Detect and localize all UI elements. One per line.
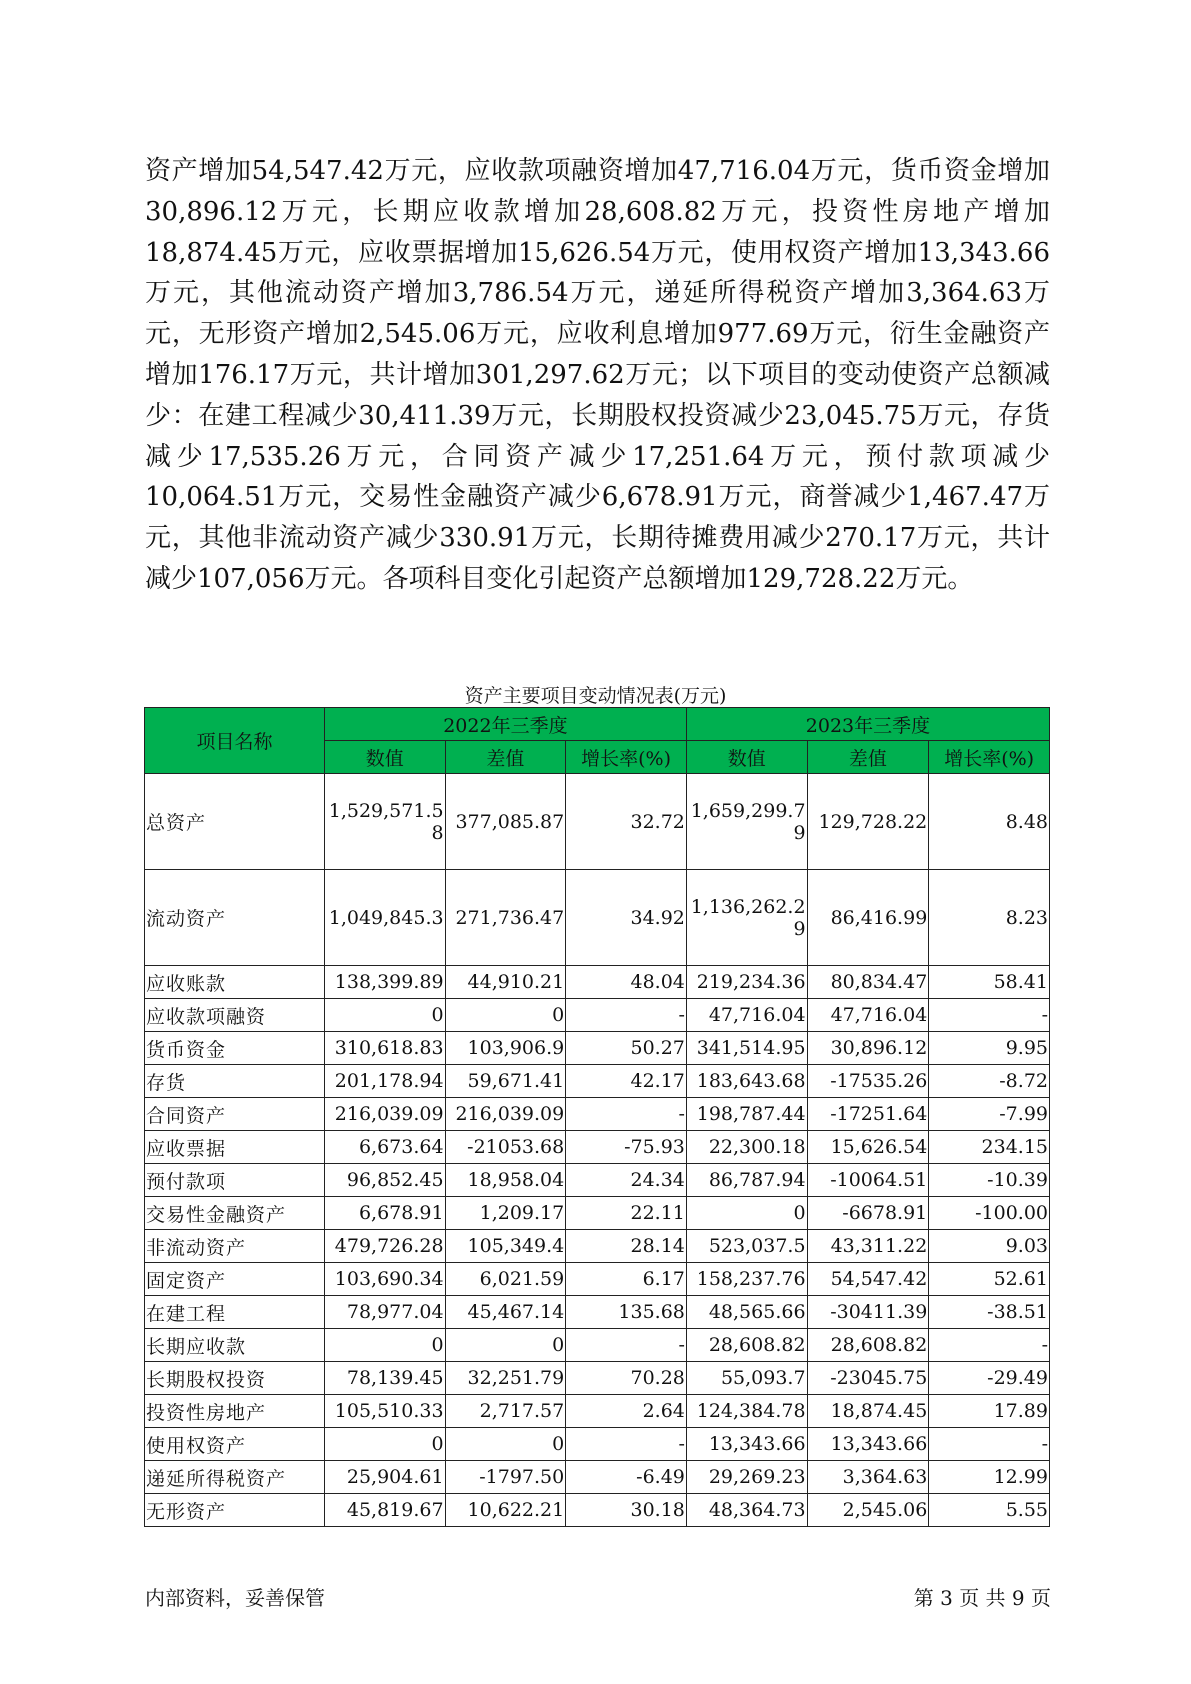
rate-2022: 42.17 [566, 1065, 687, 1098]
table-row [145, 1263, 1050, 1296]
rate-2023: - [929, 1329, 1050, 1362]
rate-2023: 12.99 [929, 1461, 1050, 1494]
diff-2022: 216,039.09 [445, 1098, 566, 1131]
rate-2023: 8.48 [929, 774, 1050, 870]
value-2023: 47,716.04 [686, 999, 807, 1032]
row-name: 长期股权投资 [145, 1362, 325, 1395]
table-row [145, 1032, 1050, 1065]
asset-change-table [144, 707, 1050, 1527]
diff-2022: 0 [445, 1428, 566, 1461]
value-2022: 0 [324, 1329, 445, 1362]
rate-2023: -7.99 [929, 1098, 1050, 1131]
rate-2022: - [566, 1428, 687, 1461]
table-row [145, 1197, 1050, 1230]
value-2023: 198,787.44 [686, 1098, 807, 1131]
diff-2023: 28,608.82 [807, 1329, 929, 1362]
body-paragraph: 资产增加54,547.42万元，应收款项融资增加47,716.04万元，货币资金增加30,896.12万元，长期应收款增加28,608.82万元，投资性房地产增加18,874.45万元，应收票据增加15,626.54万元，使用权资产增加13,343.66万元，其他流动资产增加3,786.54万元，递延所得税资产增加3,364.63万元，无形资产增加2,545.06万元，应收利息增加977.69万元，衍生金融资产增加176.17万元，共计增加301,297.62万元；以下项目的变动使资产总额减少：在建工程减少30,411.39万元，长期股权投资减少23,045.75万元，存货减少17,535.26万元，合同资产减少17,251.64万元，预付款项减少10,064.51万元，交易性金融资产减少6,678.91万元，商誉减少1,467.47万元，其他非流动资产减少330.91万元，长期待摊费用减少270.17万元，共计减少107,056万元。各项科目变化引起资产总额增加129,728.22万元。 [145, 156, 1050, 594]
header-period-2023: 2023年三季度 [686, 708, 1049, 741]
value-2023: 1,136,262.29 [690, 895, 806, 940]
diff-2022: -21053.68 [445, 1131, 566, 1164]
diff-2022: 18,958.04 [445, 1164, 566, 1197]
diff-2022: 377,085.87 [445, 774, 566, 870]
diff-2023: 13,343.66 [807, 1428, 929, 1461]
value-2023: 158,237.76 [686, 1263, 807, 1296]
value-2022: 25,904.61 [324, 1461, 445, 1494]
rate-2023: -10.39 [929, 1164, 1050, 1197]
table-row [145, 1098, 1050, 1131]
diff-2023: 86,416.99 [807, 870, 929, 966]
diff-2023: 2,545.06 [807, 1494, 929, 1527]
header-diff-2023: 差值 [807, 741, 929, 774]
rate-2022: -6.49 [566, 1461, 687, 1494]
row-name: 递延所得税资产 [145, 1461, 325, 1494]
value-2023: 29,269.23 [686, 1461, 807, 1494]
table-row [145, 1164, 1050, 1197]
table-row [145, 774, 1050, 870]
value-2023: 22,300.18 [686, 1131, 807, 1164]
diff-2022: 105,349.4 [445, 1230, 566, 1263]
rate-2022: 6.17 [566, 1263, 687, 1296]
diff-2023: -17251.64 [807, 1098, 929, 1131]
rate-2022: 24.34 [566, 1164, 687, 1197]
rate-2023: 52.61 [929, 1263, 1050, 1296]
value-2023: 0 [686, 1197, 807, 1230]
value-2023: 48,565.66 [686, 1296, 807, 1329]
value-2023: 13,343.66 [686, 1428, 807, 1461]
rate-2022: 30.18 [566, 1494, 687, 1527]
value-2023: 183,643.68 [686, 1065, 807, 1098]
row-name: 在建工程 [145, 1296, 325, 1329]
value-2023: 1,659,299.79 [690, 799, 806, 844]
rate-2022: 28.14 [566, 1230, 687, 1263]
rate-2022: 32.72 [566, 774, 687, 870]
table-row [145, 1131, 1050, 1164]
value-2022: 45,819.67 [324, 1494, 445, 1527]
header-rate-2023: 增长率(%) [929, 741, 1050, 774]
rate-2023: 5.55 [929, 1494, 1050, 1527]
table-row [145, 966, 1050, 999]
row-name: 预付款项 [145, 1164, 325, 1197]
diff-2023: 54,547.42 [807, 1263, 929, 1296]
rate-2023: -8.72 [929, 1065, 1050, 1098]
diff-2022: 59,671.41 [445, 1065, 566, 1098]
rate-2023: - [929, 1428, 1050, 1461]
value-2022: 6,678.91 [324, 1197, 445, 1230]
row-name: 存货 [145, 1065, 325, 1098]
table-row [145, 1065, 1050, 1098]
value-2023: 48,364.73 [686, 1494, 807, 1527]
rate-2022: 34.92 [566, 870, 687, 966]
row-name: 应收票据 [145, 1131, 325, 1164]
value-2023: 124,384.78 [686, 1395, 807, 1428]
value-2022: 310,618.83 [324, 1032, 445, 1065]
rate-2023: 9.03 [929, 1230, 1050, 1263]
table-caption: 资产主要项目变动情况表(万元) [464, 685, 727, 707]
table-row [145, 870, 1050, 966]
row-name: 货币资金 [145, 1032, 325, 1065]
rate-2022: 70.28 [566, 1362, 687, 1395]
table-row [145, 1461, 1050, 1494]
diff-2023: 129,728.22 [807, 774, 929, 870]
rate-2022: 48.04 [566, 966, 687, 999]
header-value-2023: 数值 [686, 741, 807, 774]
value-2022: 0 [324, 1428, 445, 1461]
value-2022: 105,510.33 [324, 1395, 445, 1428]
row-name: 交易性金融资产 [145, 1197, 325, 1230]
rate-2022: 50.27 [566, 1032, 687, 1065]
rate-2023: - [929, 999, 1050, 1032]
rate-2023: -38.51 [929, 1296, 1050, 1329]
rate-2023: 8.23 [929, 870, 1050, 966]
value-2023: 523,037.5 [686, 1230, 807, 1263]
diff-2023: 43,311.22 [807, 1230, 929, 1263]
diff-2022: 2,717.57 [445, 1395, 566, 1428]
footer-confidential-note: 内部资料，妥善保管 [145, 1586, 325, 1610]
diff-2022: 32,251.79 [445, 1362, 566, 1395]
table-row [145, 1428, 1050, 1461]
row-name: 投资性房地产 [145, 1395, 325, 1428]
rate-2022: - [566, 1329, 687, 1362]
table-row [145, 1230, 1050, 1263]
row-name: 无形资产 [145, 1494, 325, 1527]
diff-2023: -30411.39 [807, 1296, 929, 1329]
table-row [145, 1395, 1050, 1428]
value-2022: 78,977.04 [324, 1296, 445, 1329]
diff-2022: 0 [445, 999, 566, 1032]
value-2022: 96,852.45 [324, 1164, 445, 1197]
row-name: 固定资产 [145, 1263, 325, 1296]
page-number: 第 3 页 共 9 页 [913, 1586, 1051, 1610]
diff-2023: -6678.91 [807, 1197, 929, 1230]
diff-2022: 45,467.14 [445, 1296, 566, 1329]
table-row [145, 999, 1050, 1032]
row-name: 合同资产 [145, 1098, 325, 1131]
diff-2023: 80,834.47 [807, 966, 929, 999]
rate-2023: 58.41 [929, 966, 1050, 999]
rate-2022: - [566, 1098, 687, 1131]
row-name: 非流动资产 [145, 1230, 325, 1263]
table-row [145, 1362, 1050, 1395]
table-row [145, 1296, 1050, 1329]
header-item-name: 项目名称 [145, 708, 325, 774]
value-2022: 1,529,571.58 [328, 799, 444, 844]
header-rate-2022: 增长率(%) [566, 741, 687, 774]
diff-2023: -10064.51 [807, 1164, 929, 1197]
diff-2022: 6,021.59 [445, 1263, 566, 1296]
table-row [145, 1494, 1050, 1527]
row-name: 应收款项融资 [145, 999, 325, 1032]
value-2023: 86,787.94 [686, 1164, 807, 1197]
header-period-2022: 2022年三季度 [324, 708, 686, 741]
row-name: 总资产 [145, 774, 325, 870]
value-2022: 78,139.45 [324, 1362, 445, 1395]
rate-2023: -100.00 [929, 1197, 1050, 1230]
rate-2022: 2.64 [566, 1395, 687, 1428]
diff-2023: 18,874.45 [807, 1395, 929, 1428]
value-2023: 55,093.7 [686, 1362, 807, 1395]
rate-2022: - [566, 999, 687, 1032]
rate-2023: 9.95 [929, 1032, 1050, 1065]
value-2022: 201,178.94 [324, 1065, 445, 1098]
diff-2022: 1,209.17 [445, 1197, 566, 1230]
value-2022: 138,399.89 [324, 966, 445, 999]
row-name: 应收账款 [145, 966, 325, 999]
diff-2022: 271,736.47 [445, 870, 566, 966]
rate-2023: 17.89 [929, 1395, 1050, 1428]
row-name: 流动资产 [145, 870, 325, 966]
diff-2023: -23045.75 [807, 1362, 929, 1395]
diff-2022: 10,622.21 [445, 1494, 566, 1527]
value-2022: 1,049,845.3 [328, 906, 444, 929]
header-value-2022: 数值 [324, 741, 445, 774]
diff-2022: 103,906.9 [445, 1032, 566, 1065]
diff-2023: 30,896.12 [807, 1032, 929, 1065]
value-2022: 6,673.64 [324, 1131, 445, 1164]
rate-2023: 234.15 [929, 1131, 1050, 1164]
header-diff-2022: 差值 [445, 741, 566, 774]
value-2023: 219,234.36 [686, 966, 807, 999]
rate-2023: -29.49 [929, 1362, 1050, 1395]
rate-2022: -75.93 [566, 1131, 687, 1164]
value-2022: 0 [324, 999, 445, 1032]
diff-2022: 44,910.21 [445, 966, 566, 999]
rate-2022: 135.68 [566, 1296, 687, 1329]
row-name: 使用权资产 [145, 1428, 325, 1461]
table-row [145, 1329, 1050, 1362]
value-2023: 28,608.82 [686, 1329, 807, 1362]
value-2022: 103,690.34 [324, 1263, 445, 1296]
value-2022: 479,726.28 [324, 1230, 445, 1263]
rate-2022: 22.11 [566, 1197, 687, 1230]
value-2022: 216,039.09 [324, 1098, 445, 1131]
diff-2023: 15,626.54 [807, 1131, 929, 1164]
diff-2023: -17535.26 [807, 1065, 929, 1098]
diff-2023: 47,716.04 [807, 999, 929, 1032]
value-2023: 341,514.95 [686, 1032, 807, 1065]
diff-2022: -1797.50 [445, 1461, 566, 1494]
diff-2023: 3,364.63 [807, 1461, 929, 1494]
row-name: 长期应收款 [145, 1329, 325, 1362]
diff-2022: 0 [445, 1329, 566, 1362]
